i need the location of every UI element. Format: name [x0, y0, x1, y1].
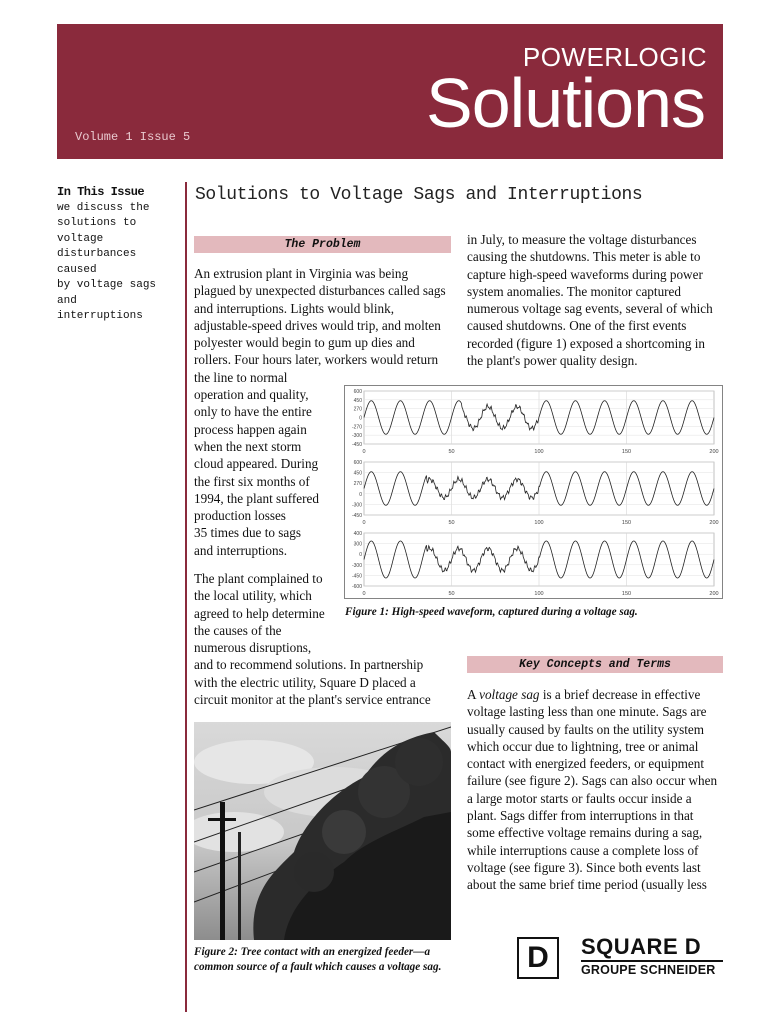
tree-foliage [395, 738, 443, 786]
column2-text-block [467, 231, 727, 369]
tree-foliage [322, 810, 366, 854]
figure2-caption [194, 945, 456, 975]
issue-label: Volume 1 Issue 5 [75, 130, 191, 144]
figure1-caption: Figure 1: High-speed waveform, captured during a voltage sag. [345, 606, 638, 618]
y-tick-label: 600 [353, 389, 362, 395]
text-line: the line to normal [194, 369, 288, 385]
text-line: usually caused by faults on the utility system [467, 721, 704, 737]
text-line: plagued by unexpected disturbances called sags [194, 283, 446, 299]
x-tick-label: 50 [448, 449, 455, 455]
sidebar-line: disturbances caused [57, 248, 137, 276]
x-tick-label: 200 [709, 449, 719, 455]
y-tick-label: -450 [351, 442, 362, 448]
y-tick-label: 450 [353, 397, 362, 404]
x-tick-label: 50 [448, 520, 455, 526]
text-line: the causes of the [194, 622, 282, 638]
text-line: An extrusion plant in Virginia was being [194, 266, 409, 281]
text-line: failure (see figure 2). Sags can also occur when [467, 773, 718, 789]
text-line: when the next storm [194, 438, 302, 454]
text-line: recorded (figure 1) exposed a shortcoming in [467, 335, 706, 351]
article-title: Solutions to Voltage Sags and Interruptions [195, 185, 643, 205]
x-tick-label: 100 [534, 520, 544, 526]
text-line: and interruptions. Lights would blink, [194, 300, 394, 316]
logo-box [517, 937, 559, 979]
text-line: voltage (see figure 3). Since both events last [467, 859, 701, 875]
text-line: the plant's power quality design. [467, 353, 638, 369]
text-run: is a brief decrease in effective [539, 687, 701, 702]
text-line: 35 times due to sags [194, 525, 301, 541]
caption-line: Figure 2: Tree contact with an energized feeder—a [194, 946, 431, 958]
y-tick-label: 270 [353, 406, 362, 413]
y-tick-label: -270 [351, 424, 362, 431]
x-tick-label: 150 [621, 520, 632, 526]
masthead-banner [57, 24, 723, 159]
text-line: causing the shutdowns. This meter is able to [467, 249, 701, 265]
text-line: voltage lasting less than one minute. Sags are [467, 704, 707, 720]
x-tick-label: 200 [709, 520, 719, 526]
text-line: the local utility, which [194, 588, 312, 604]
brand-top-label: POWERLOGIC [522, 42, 707, 72]
y-tick-label: -300 [351, 433, 362, 440]
y-tick-label: 600 [353, 460, 362, 466]
y-tick-label: 0 [359, 415, 362, 422]
sidebar-line: solutions to voltage [57, 217, 137, 245]
text-line [467, 686, 727, 703]
y-tick-label: -300 [351, 562, 362, 569]
x-tick-label: 50 [448, 591, 455, 597]
pole-crossarm [208, 818, 236, 821]
y-tick-label: 450 [353, 470, 362, 477]
y-tick-label: 300 [353, 541, 362, 548]
text-line: operation and quality, [194, 387, 309, 403]
x-tick-label: 0 [362, 591, 366, 597]
problem-heading: The Problem [194, 236, 451, 253]
key-concepts-heading: Key Concepts and Terms [467, 656, 723, 673]
text-line: polyester would begin to gum up dies and [194, 335, 415, 351]
sidebar-line: interruptions [57, 310, 143, 322]
y-tick-label: -450 [351, 573, 362, 580]
x-tick-label: 150 [621, 591, 632, 597]
text-line: some effective voltage remains during a sag, [467, 825, 703, 841]
text-line: system anomalies. The monitor captured [467, 283, 682, 299]
text-line: numerous disruptions, [194, 640, 312, 656]
y-tick-label: 400 [353, 531, 362, 537]
tree-photo-illustration [194, 722, 451, 940]
text-line: and interruptions. [194, 542, 288, 558]
utility-pole [220, 802, 225, 940]
text-line: a large motor starts or faults occur inside a [467, 790, 692, 806]
y-tick-label: -450 [351, 513, 362, 519]
key-concepts-text-block [467, 686, 727, 894]
tree-foliage [294, 852, 334, 892]
text-line: about the same brief time period (usually less [467, 877, 707, 893]
waveform-figure [344, 385, 723, 599]
text-line: process happen again [194, 421, 307, 437]
text-line: The plant complained to [194, 571, 323, 586]
text-line: cloud appeared. During [194, 456, 319, 472]
caption-line: common source of a fault which causes a voltage sag. [194, 961, 442, 973]
in-this-issue-heading: In This Issue [57, 185, 145, 199]
text-line: and to recommend solutions. In partnership [194, 657, 424, 673]
text-line: circuit monitor at the plant's service entrance [194, 692, 431, 708]
text-line: production losses [194, 508, 286, 524]
y-tick-label: 270 [353, 481, 362, 488]
text-line: the first six months of [194, 473, 310, 489]
text-line: caused shutdowns. One of the first events [467, 318, 687, 334]
text-line: adjustable-speed drives would trip, and molten [194, 317, 441, 333]
text-line: capture high-speed waveforms during power [467, 266, 703, 282]
y-tick-label: 0 [359, 491, 362, 498]
term-voltage-sag: voltage sag [479, 687, 540, 702]
x-tick-label: 150 [621, 449, 632, 455]
text-line: while interruptions cause a complete loss of [467, 842, 699, 858]
text-line: which occur due to lightning, tree or animal [467, 738, 699, 754]
logo-subtitle: GROUPE SCHNEIDER [581, 963, 716, 977]
pole-guy [238, 832, 241, 940]
tree-photo [194, 722, 451, 940]
logo-rule [581, 960, 723, 962]
text-line: plant. Sags differ from interruptions in that [467, 808, 694, 824]
text-line: 1994, the plant suffered [194, 490, 320, 506]
logo-name: SQUARE D [581, 934, 702, 959]
x-tick-label: 100 [534, 591, 544, 597]
sidebar-line: by voltage sags and [57, 279, 157, 307]
x-tick-label: 0 [362, 449, 366, 455]
y-tick-label: 0 [359, 552, 362, 559]
text-line: with the electric utility, Square D placed a [194, 674, 416, 690]
y-tick-label: -300 [351, 502, 362, 509]
in-this-issue-sidebar [57, 185, 177, 325]
text-line: rollers. Four hours later, workers would return [194, 352, 439, 368]
logo-box-letter: D [527, 941, 549, 974]
text-line: contact with energized feeders, or equipment [467, 756, 705, 772]
sidebar-line: we discuss the [57, 201, 150, 214]
text-line: in July, to measure the voltage disturbances [467, 232, 697, 247]
text-line: agreed to help determine [194, 605, 325, 621]
text-run: A [467, 687, 480, 702]
x-tick-label: 0 [362, 520, 366, 526]
x-tick-label: 200 [709, 591, 719, 597]
brand-main-title: Solutions [426, 64, 705, 142]
y-tick-label: -600 [351, 584, 362, 590]
x-tick-label: 100 [534, 449, 544, 455]
column-divider [185, 182, 187, 1012]
text-line: numerous voltage sag events, several of which [467, 301, 713, 317]
text-line: only to have the entire [194, 404, 312, 420]
